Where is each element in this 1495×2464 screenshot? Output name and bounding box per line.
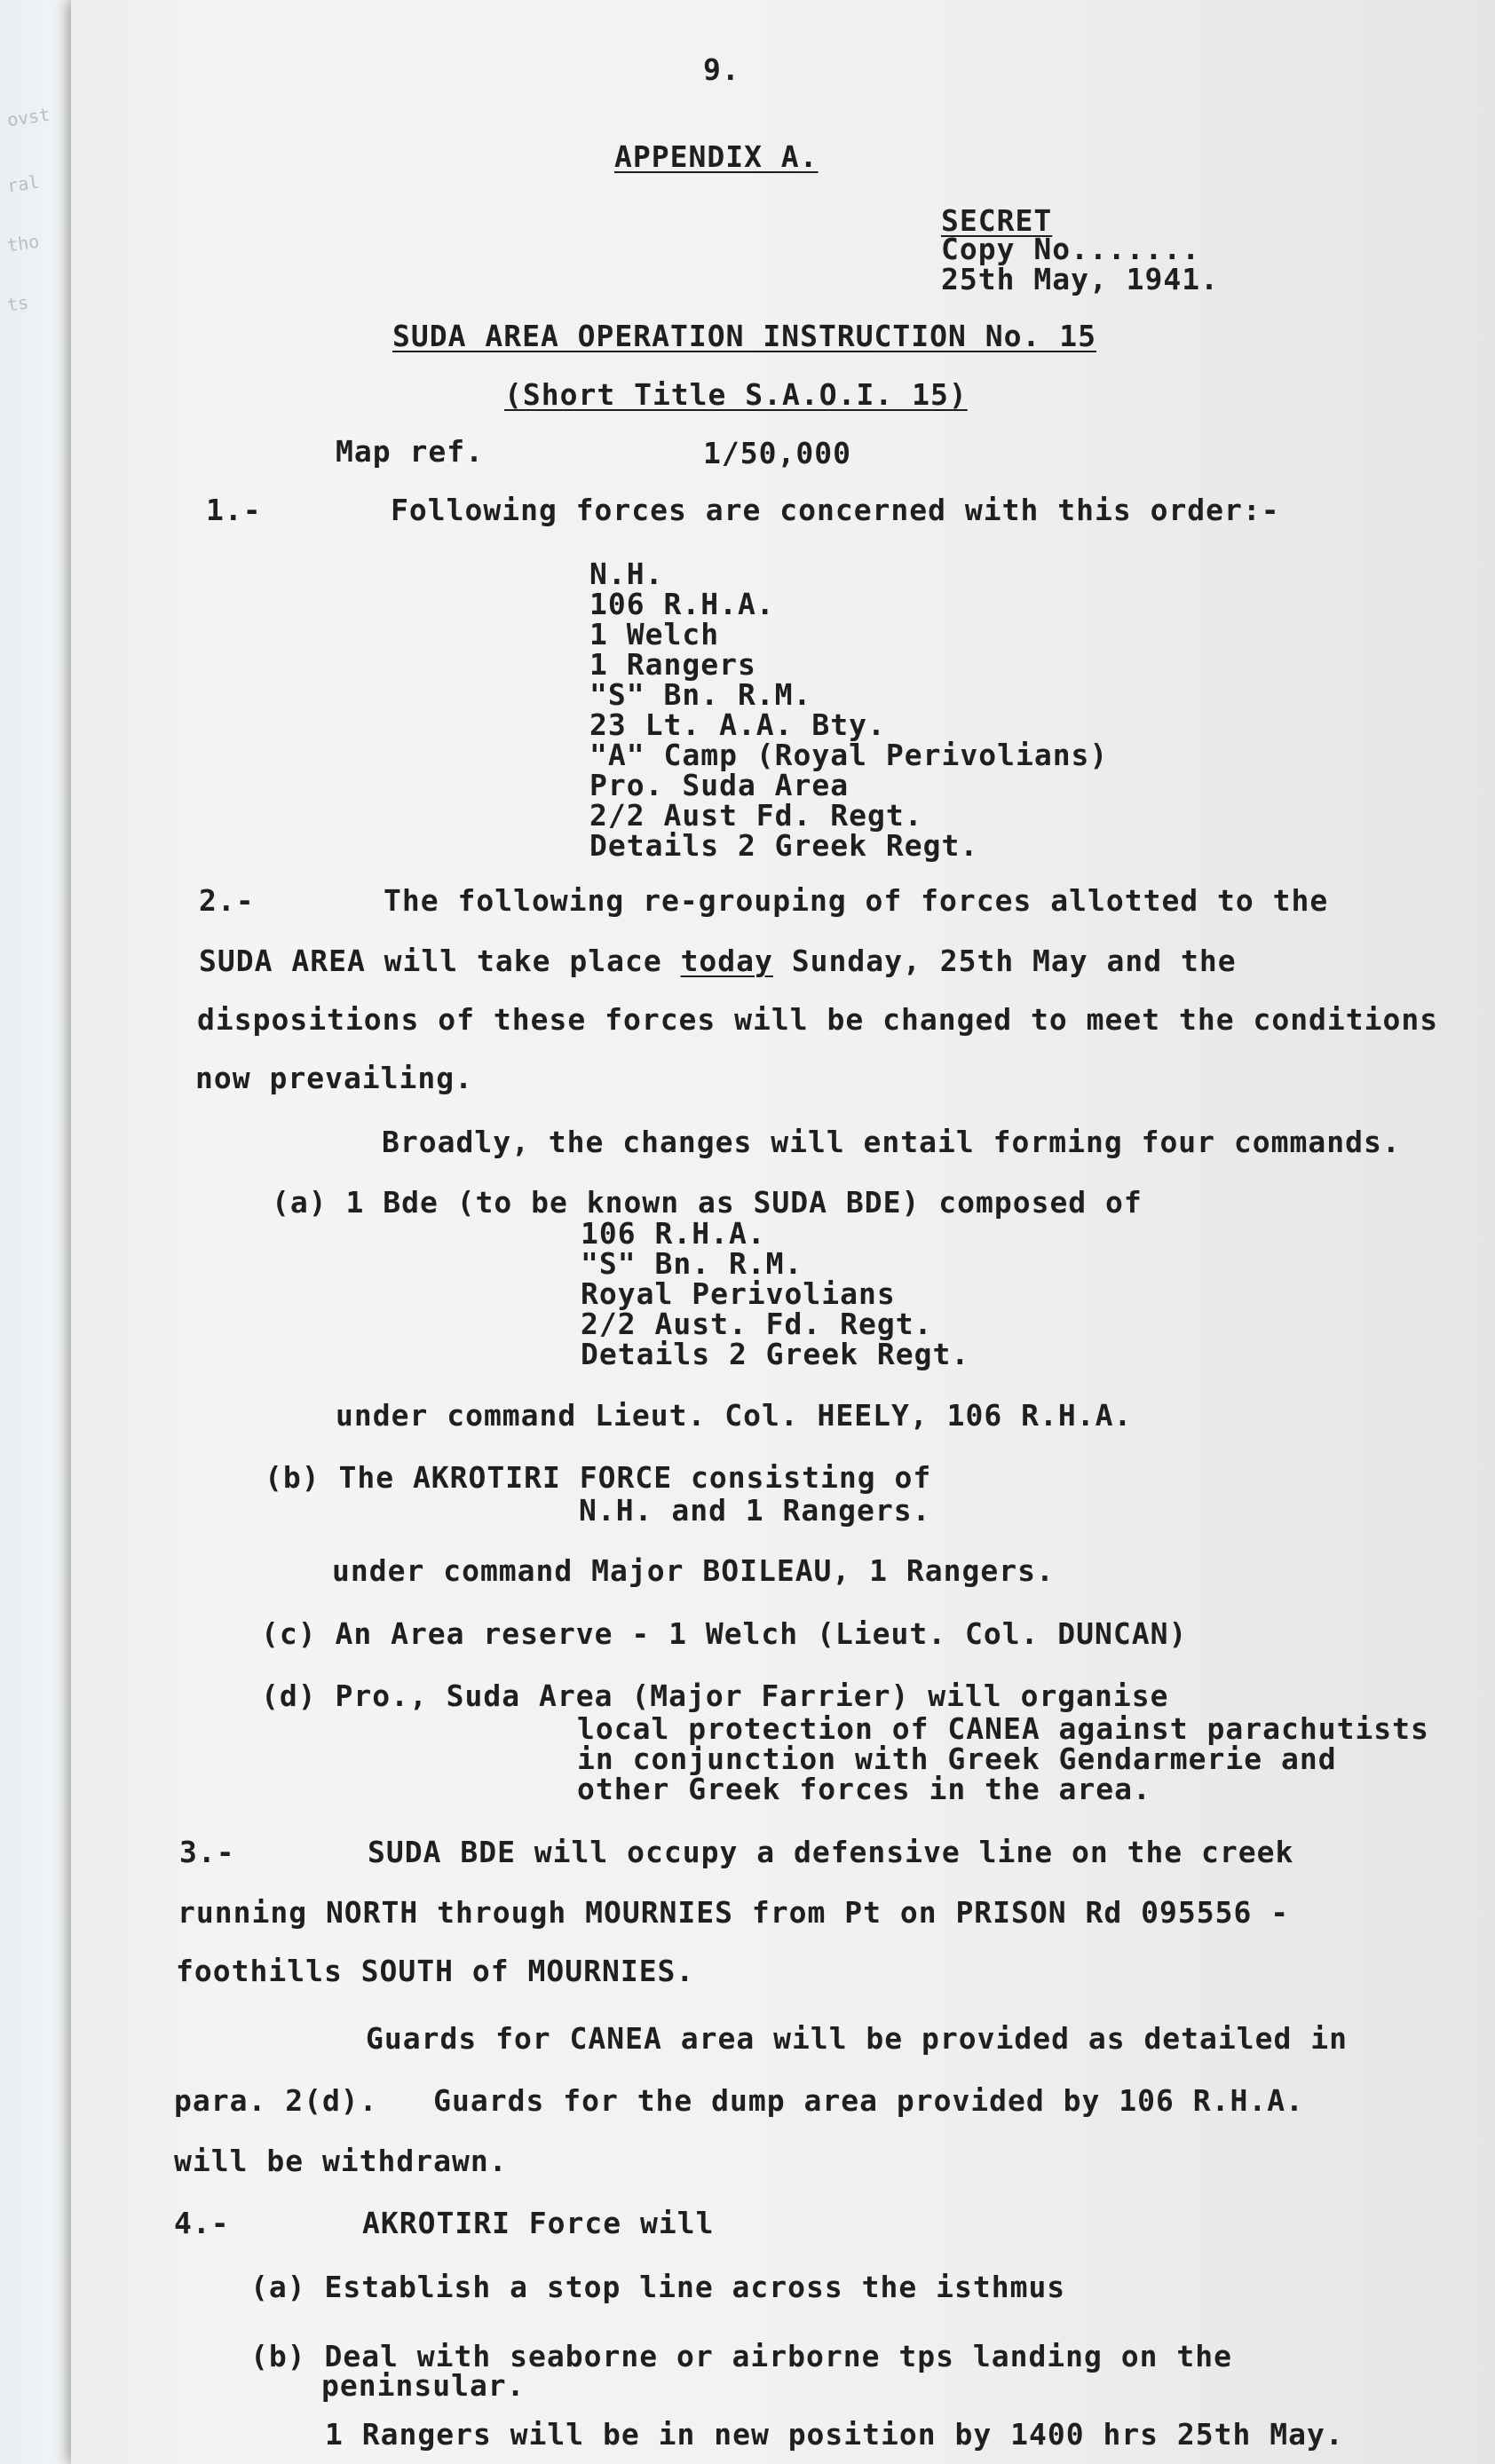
force-item: 1 Welch bbox=[589, 617, 720, 652]
para-4-last-line: 1 Rangers will be in new position by 1400 hrs 25th May. bbox=[325, 2417, 1344, 2452]
para-2-line: dispositions of these forces will be changed to meet the conditions bbox=[197, 1002, 1439, 1037]
para-3-line: SUDA BDE will occupy a defensive line on the creek bbox=[368, 1835, 1294, 1869]
forces-list bbox=[589, 559, 1108, 861]
unit-item: "S" Bn. R.M. bbox=[581, 1246, 803, 1281]
force-item: 106 R.H.A. bbox=[589, 587, 775, 621]
para-2c: (c) An Area reserve - 1 Welch (Lieut. Col. DUNCAN) bbox=[261, 1616, 1188, 1651]
para-2-line: now prevailing. bbox=[195, 1061, 474, 1095]
para-3-line: para. 2(d). Guards for the dump area provided by 106 R.H.A. bbox=[174, 2083, 1304, 2118]
para-4b: (b) Deal with seaborne or airborne tps landing on the bbox=[250, 2339, 1232, 2373]
force-item: "S" Bn. R.M. bbox=[589, 677, 812, 712]
para-2d-details bbox=[577, 1711, 1429, 1806]
para-3-number: 3.- bbox=[179, 1835, 235, 1869]
document-page bbox=[71, 0, 1495, 2464]
para-2a-intro: (a) 1 Bde (to be known as SUDA BDE) composed of bbox=[272, 1185, 1143, 1220]
para-2b-intro: (b) The AKROTIRI FORCE consisting of bbox=[265, 1460, 932, 1495]
appendix-title: APPENDIX A. bbox=[614, 139, 819, 174]
map-ref-scale: 1/50,000 bbox=[703, 436, 851, 470]
unit-item: 2/2 Aust. Fd. Regt. bbox=[581, 1307, 933, 1341]
today-emphasis: today bbox=[680, 944, 773, 978]
para-1-number: 1.- bbox=[206, 493, 262, 527]
para-4b-continued: peninsular. bbox=[321, 2368, 526, 2403]
force-item: "A" Camp (Royal Perivolians) bbox=[589, 738, 1109, 772]
para-3-line: running NORTH through MOURNIES from Pt on PRISON Rd 095556 - bbox=[178, 1895, 1290, 1930]
para-2b-command: under command Major BOILEAU, 1 Rangers. bbox=[332, 1553, 1055, 1588]
para-2b-units: N.H. and 1 Rangers. bbox=[579, 1493, 931, 1528]
page-number: 9. bbox=[703, 52, 740, 87]
back-scribble: ral bbox=[5, 170, 41, 197]
back-scribble: ts bbox=[5, 291, 30, 316]
para-4-number: 4.- bbox=[174, 2206, 230, 2240]
force-item: 23 Lt. A.A. Bty. bbox=[589, 707, 886, 742]
para-3-line: Guards for CANEA area will be provided as detailed in bbox=[366, 2021, 1348, 2056]
para-2-line bbox=[199, 946, 1237, 976]
para-1-text: Following forces are concerned with this order:- bbox=[391, 493, 1280, 527]
para-2d-intro: (d) Pro., Suda Area (Major Farrier) will organise bbox=[261, 1678, 1169, 1713]
unit-item: 106 R.H.A. bbox=[581, 1216, 766, 1251]
para-2-number: 2.- bbox=[199, 883, 255, 918]
back-scribble: ovst bbox=[5, 103, 51, 131]
document-date: 25th May, 1941. bbox=[941, 262, 1220, 296]
para-2a-command: under command Lieut. Col. HEELY, 106 R.H.A. bbox=[336, 1398, 1133, 1433]
force-item: 1 Rangers bbox=[589, 647, 756, 682]
force-item: 2/2 Aust Fd. Regt. bbox=[589, 798, 923, 833]
para-3-line: foothills SOUTH of MOURNIES. bbox=[176, 1954, 695, 1988]
para-3-line: will be withdrawn. bbox=[174, 2144, 508, 2178]
copy-number: Copy No....... bbox=[941, 232, 1201, 266]
force-item: N.H. bbox=[589, 557, 664, 591]
para-2-text: SUDA AREA will take place bbox=[199, 944, 681, 978]
force-item: Pro. Suda Area bbox=[589, 768, 850, 802]
para-2-line: Broadly, the changes will entail forming four commands. bbox=[382, 1125, 1401, 1159]
para-4a: (a) Establish a stop line across the isthmus bbox=[250, 2270, 1066, 2304]
back-scribble: tho bbox=[5, 230, 41, 257]
document-title: SUDA AREA OPERATION INSTRUCTION No. 15 bbox=[392, 319, 1096, 353]
force-item: Details 2 Greek Regt. bbox=[589, 828, 979, 863]
unit-item: Details 2 Greek Regt. bbox=[581, 1337, 970, 1371]
detail-line: other Greek forces in the area. bbox=[577, 1772, 1151, 1806]
short-title: (Short Title S.A.O.I. 15) bbox=[504, 377, 968, 412]
para-2-line: The following re-grouping of forces allotted to the bbox=[384, 883, 1329, 918]
detail-line: local protection of CANEA against parachutists bbox=[577, 1711, 1429, 1746]
para-2-text: Sunday, 25th May and the bbox=[772, 944, 1237, 978]
para-4-intro: AKROTIRI Force will bbox=[362, 2206, 715, 2240]
detail-line: in conjunction with Greek Gendarmerie and bbox=[577, 1741, 1337, 1776]
suda-bde-units bbox=[581, 1216, 970, 1371]
unit-item: Royal Perivolians bbox=[581, 1276, 896, 1311]
classification: SECRET bbox=[941, 203, 1053, 238]
map-ref-label: Map ref. bbox=[336, 434, 484, 469]
